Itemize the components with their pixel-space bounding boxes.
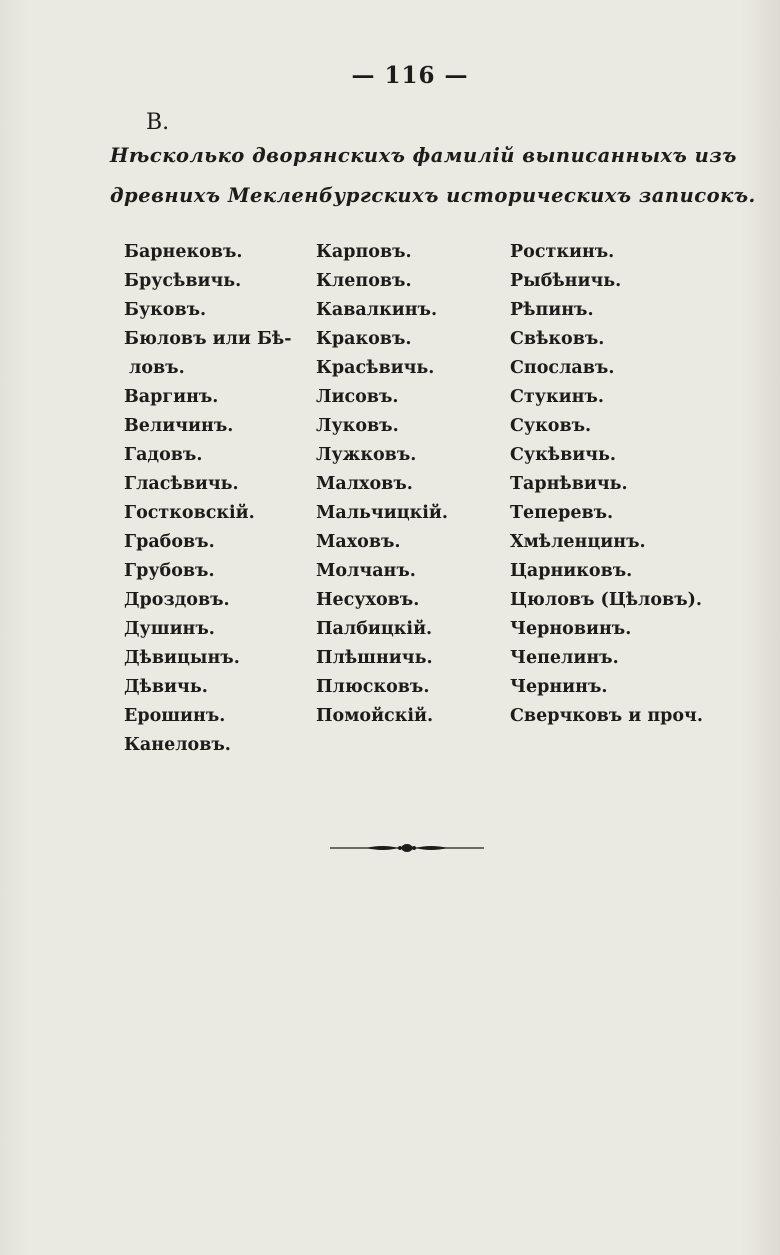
surname-entry: Грубовъ.: [124, 561, 215, 581]
surname-entry: Росткинъ.: [510, 242, 615, 262]
surname-entry: Цюловъ (Цѣловъ).: [510, 590, 703, 610]
surname-entry: Малховъ.: [316, 474, 413, 494]
surname-entry: Луковъ.: [316, 416, 399, 436]
surname-entry: Несуховъ.: [316, 590, 420, 610]
surname-entry: Гостковскій.: [124, 503, 255, 523]
surname-entry: Дроздовъ.: [124, 590, 230, 610]
section-letter: В.: [146, 110, 170, 135]
surname-entry: Плюсковъ.: [316, 677, 430, 697]
surname-entry: Краковъ.: [316, 329, 412, 349]
surname-entry: Карповъ.: [316, 242, 412, 262]
surname-entry: Гадовъ.: [124, 445, 203, 465]
surname-entry: Сукѣвичь.: [510, 445, 616, 465]
surname-column-3: [510, 238, 703, 731]
surname-entry: Спославъ.: [510, 358, 615, 378]
surname-entry: Дѣвичь.: [124, 677, 208, 697]
surname-entry: Лисовъ.: [316, 387, 399, 407]
surname-entry: Гласѣвичь.: [124, 474, 239, 494]
surname-entry: Тарнѣвичь.: [510, 474, 628, 494]
surname-entry: Буковъ.: [124, 300, 207, 320]
surname-entry: Плѣшничь.: [316, 648, 433, 668]
surname-entry: Красѣвичь.: [316, 358, 435, 378]
end-ornament-divider: [328, 838, 486, 858]
surname-entry: Царниковъ.: [510, 561, 633, 581]
surname-entry: Чернинъ.: [510, 677, 608, 697]
surname-entry: Черновинъ.: [510, 619, 632, 639]
surname-entry-continuation: ловъ.: [129, 358, 185, 378]
surname-entry: Молчанъ.: [316, 561, 416, 581]
surname-entry: Канеловъ.: [124, 735, 231, 755]
surname-entry: Суковъ.: [510, 416, 592, 436]
surname-entry: Бюловъ или Бѣ-: [124, 329, 292, 349]
surname-column-1: [124, 238, 292, 760]
surname-entry: Маховъ.: [316, 532, 401, 552]
surname-entry: Варгинъ.: [124, 387, 219, 407]
surname-entry: Брусѣвичь.: [124, 271, 242, 291]
surname-entry: Рѣпинъ.: [510, 300, 594, 320]
surname-column-2: [316, 238, 448, 731]
surname-entry: Барнековъ.: [124, 242, 243, 262]
surname-entry: Палбицкій.: [316, 619, 433, 639]
surname-entry: Рыбѣничь.: [510, 271, 622, 291]
surname-entry: Душинъ.: [124, 619, 215, 639]
surname-entry: Хмѣленцинъ.: [510, 532, 646, 552]
page-number: — 116 —: [351, 62, 469, 89]
surname-entry: Дѣвицынъ.: [124, 648, 240, 668]
surname-entry: Кавалкинъ.: [316, 300, 438, 320]
surname-entry: Лужковъ.: [316, 445, 417, 465]
surname-entry: Теперевъ.: [510, 503, 614, 523]
surname-entry: Сверчковъ и проч.: [510, 706, 703, 726]
surname-entry: Свѣковъ.: [510, 329, 605, 349]
section-heading-line-1: Нѣсколько дворянскихъ фамилій выписанныхъ изъ: [110, 144, 737, 167]
surname-entry: Грабовъ.: [124, 532, 215, 552]
surname-entry: Клеповъ.: [316, 271, 412, 291]
section-heading-line-2: древнихъ Мекленбургскихъ историческихъ записокъ.: [110, 184, 756, 207]
surname-entry: Мальчицкій.: [316, 503, 449, 523]
surname-entry: Помойскій.: [316, 706, 434, 726]
surname-entry: Стукинъ.: [510, 387, 604, 407]
surname-entry: Ерошинъ.: [124, 706, 226, 726]
surname-entry: Величинъ.: [124, 416, 234, 436]
surname-entry: Чепелинъ.: [510, 648, 619, 668]
